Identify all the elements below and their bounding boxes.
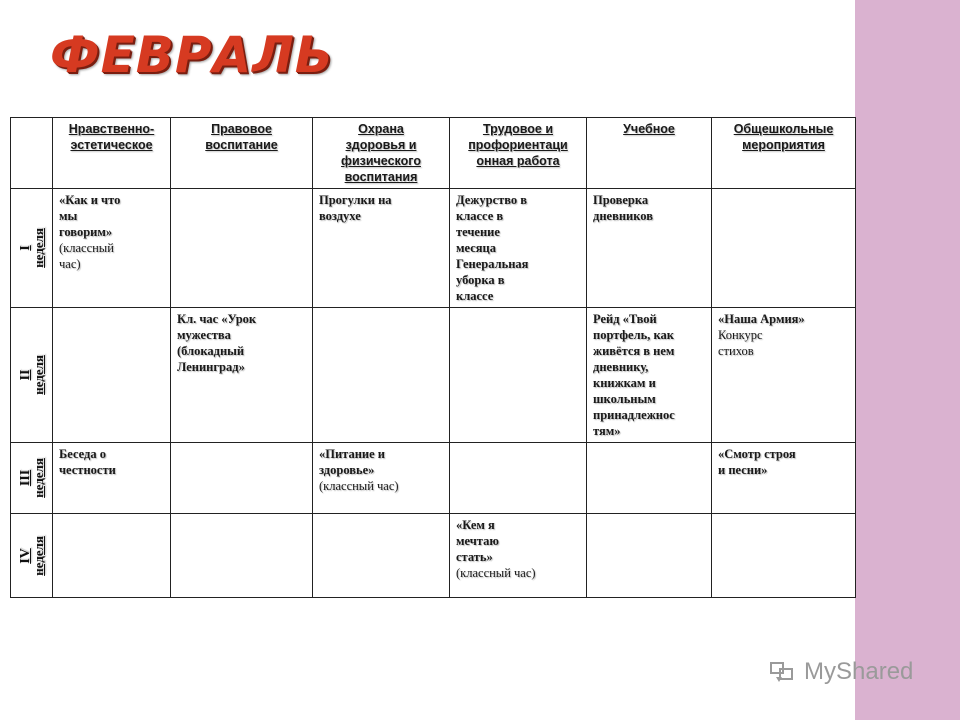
cell-main-text: Дежурство в классе в течение месяца Генеральная уборка в классе — [456, 193, 529, 303]
table-cell — [712, 189, 856, 308]
week-number: III — [17, 469, 33, 487]
cell-main-text: «Кем я мечтаю стать» — [456, 518, 499, 564]
cell-main-text: Беседа о честности — [59, 447, 116, 477]
cell-main-text: «Смотр строя и песни» — [718, 447, 796, 477]
table-cell — [587, 514, 712, 598]
table-row — [11, 189, 856, 308]
decorative-sidebar — [855, 0, 960, 720]
table-cell — [53, 308, 171, 443]
table-cell — [171, 514, 313, 598]
week-word: неделя — [30, 355, 46, 395]
header-label: Трудовое и профориентаци онная работа — [468, 122, 568, 168]
cell-content — [456, 517, 580, 581]
header-label: Учебное — [623, 122, 675, 136]
cell-main-text: Прогулки на воздухе — [319, 193, 392, 223]
cell-sub-text: Конкурс стихов — [718, 328, 763, 358]
table-cell — [712, 514, 856, 598]
week-cell — [11, 443, 53, 514]
table-cell — [53, 443, 171, 514]
cell-content — [593, 192, 705, 224]
table-cell — [53, 189, 171, 308]
header-empty-cell — [11, 118, 53, 189]
table-cell — [313, 189, 450, 308]
cell-content — [718, 311, 849, 359]
week-label — [19, 458, 45, 498]
header-health-protection — [313, 118, 450, 189]
cell-content — [319, 192, 443, 224]
header-label: Общешкольные мероприятия — [733, 122, 834, 152]
week-number: IV — [17, 547, 33, 564]
week-label — [19, 355, 45, 395]
table-row — [11, 443, 856, 514]
table-cell — [53, 514, 171, 598]
cell-content — [456, 192, 580, 304]
cell-main-text: «Как и что мы говорим» — [59, 193, 121, 239]
cell-content — [59, 192, 164, 272]
header-academic — [587, 118, 712, 189]
header-school-events — [712, 118, 856, 189]
week-number: II — [17, 369, 33, 381]
week-word: неделя — [30, 458, 46, 498]
cell-content — [718, 446, 849, 478]
header-label: Охрана здоровья и физического воспитания — [341, 122, 421, 184]
header-label: Нравственно- эстетическое — [68, 122, 155, 152]
header-row — [11, 118, 856, 189]
table-cell — [587, 308, 712, 443]
table-cell — [587, 189, 712, 308]
table-cell — [450, 189, 587, 308]
cell-main-text: «Питание и здоровье» — [319, 447, 385, 477]
table-cell — [587, 443, 712, 514]
week-word: неделя — [30, 535, 46, 576]
table-cell — [171, 189, 313, 308]
table-cell — [450, 443, 587, 514]
table-cell — [313, 308, 450, 443]
table-row — [11, 514, 856, 598]
cell-main-text: Рейд «Твой портфель, как живётся в нем дневнику, книжкам и школьным принадлежнос тям» — [593, 312, 675, 438]
watermark-text: MyShared — [804, 658, 914, 685]
schedule-table — [10, 117, 856, 598]
cell-main-text: Кл. час «Урок мужества (блокадный Ленинград» — [177, 312, 257, 374]
cell-main-text: «Наша Армия» — [718, 312, 805, 326]
table-row — [11, 308, 856, 443]
week-cell — [11, 514, 53, 598]
cell-sub-text: (классный час) — [59, 241, 114, 271]
myshared-logo-icon — [768, 657, 798, 687]
table-cell — [313, 514, 450, 598]
table-cell — [313, 443, 450, 514]
header-label: Правовое воспитание — [205, 122, 278, 152]
week-word: неделя — [30, 228, 46, 268]
table-cell — [450, 514, 587, 598]
week-cell — [11, 189, 53, 308]
cell-main-text: Проверка дневников — [593, 193, 653, 223]
table-cell — [171, 308, 313, 443]
page-title: ФЕВРАЛЬ — [50, 26, 334, 84]
header-moral-aesthetic — [53, 118, 171, 189]
header-legal-education — [171, 118, 313, 189]
watermark — [768, 656, 913, 688]
header-labor-career — [450, 118, 587, 189]
week-label — [19, 536, 45, 576]
cell-sub-text: (классный час) — [319, 479, 399, 493]
week-cell — [11, 308, 53, 443]
week-number: I — [17, 245, 33, 251]
table-cell — [712, 308, 856, 443]
cell-content — [59, 446, 164, 478]
table-cell — [450, 308, 587, 443]
cell-content — [177, 311, 306, 375]
cell-sub-text: (классный час) — [456, 566, 536, 580]
cell-content — [593, 311, 705, 439]
cell-content — [319, 446, 443, 494]
table-cell — [171, 443, 313, 514]
table-cell — [712, 443, 856, 514]
week-label — [19, 228, 45, 268]
